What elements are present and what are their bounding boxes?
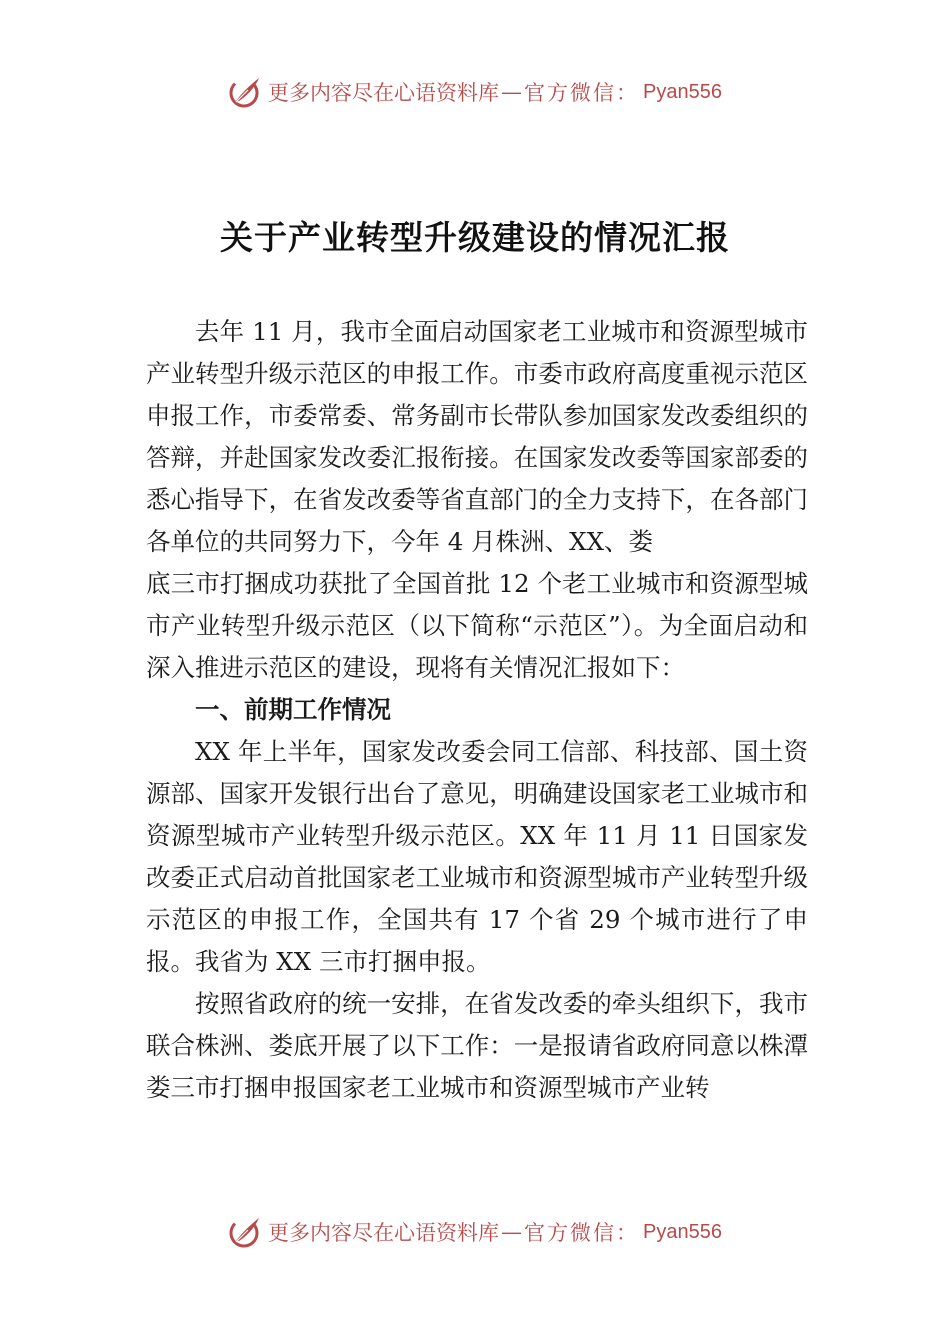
document-title: 关于产业转型升级建设的情况汇报 [220,218,730,257]
quill-logo-icon [228,1215,262,1249]
header-banner [0,72,950,112]
header-account: Pyan556 [643,80,722,103]
header-separator: — [501,80,523,104]
footer-separator: — [501,1220,523,1244]
footer-account: Pyan556 [643,1220,722,1243]
header-wechat-label: 官方微信： [524,81,640,105]
footer-banner [0,1212,950,1252]
paragraph-4: 按照省政府的统一安排，在省发改委的牵头组织下，我市联合株洲、娄底开展了以下工作：一是报请省政府同意以株潭娄三市打捆申报国家老工业城市和资源型城市产业转 [146,989,808,1102]
document-body [146,311,808,1109]
paragraph-1: 去年 11 月，我市全面启动国家老工业城市和资源型城市产业转型升级示范区的申报工作。市委市政府高度重视示范区申报工作，市委常委、常务副市长带队参加国家发改委组织的答辩，并赴国家发改委汇报衔接。在国家发改委等国家部委的悉心指导下，在省发改委等省直部门的全力支持下，在各部门各单位的共同努力下，今年 4 月株洲、XX、娄 [146,317,808,556]
header-brand-text: 更多内容尽在心语资料库 [268,81,500,105]
quill-logo-icon [228,75,262,109]
footer-brand-text: 更多内容尽在心语资料库 [268,1221,500,1245]
footer-wechat-label: 官方微信： [524,1221,640,1245]
paragraph-2: 底三市打捆成功获批了全国首批 12 个老工业城市和资源型城市产业转型升级示范区（以下简称“示范区”）。为全面启动和深入推进示范区的建设，现将有关情况汇报如下： [146,569,808,682]
paragraph-3: XX 年上半年，国家发改委会同工信部、科技部、国土资源部、国家开发银行出台了意见，明确建设国家老工业城市和资源型城市产业转型升级示范区。XX 年 11 月 11 日国家发改委正式启动首批国家老工业城市和资源型城市产业转型升级示范区的申报工作，全国共有 17 个省 29 个城市进行了申报。我省为 XX 三市打捆申报。 [146,737,808,976]
section-heading: 一、前期工作情况 [195,695,391,724]
